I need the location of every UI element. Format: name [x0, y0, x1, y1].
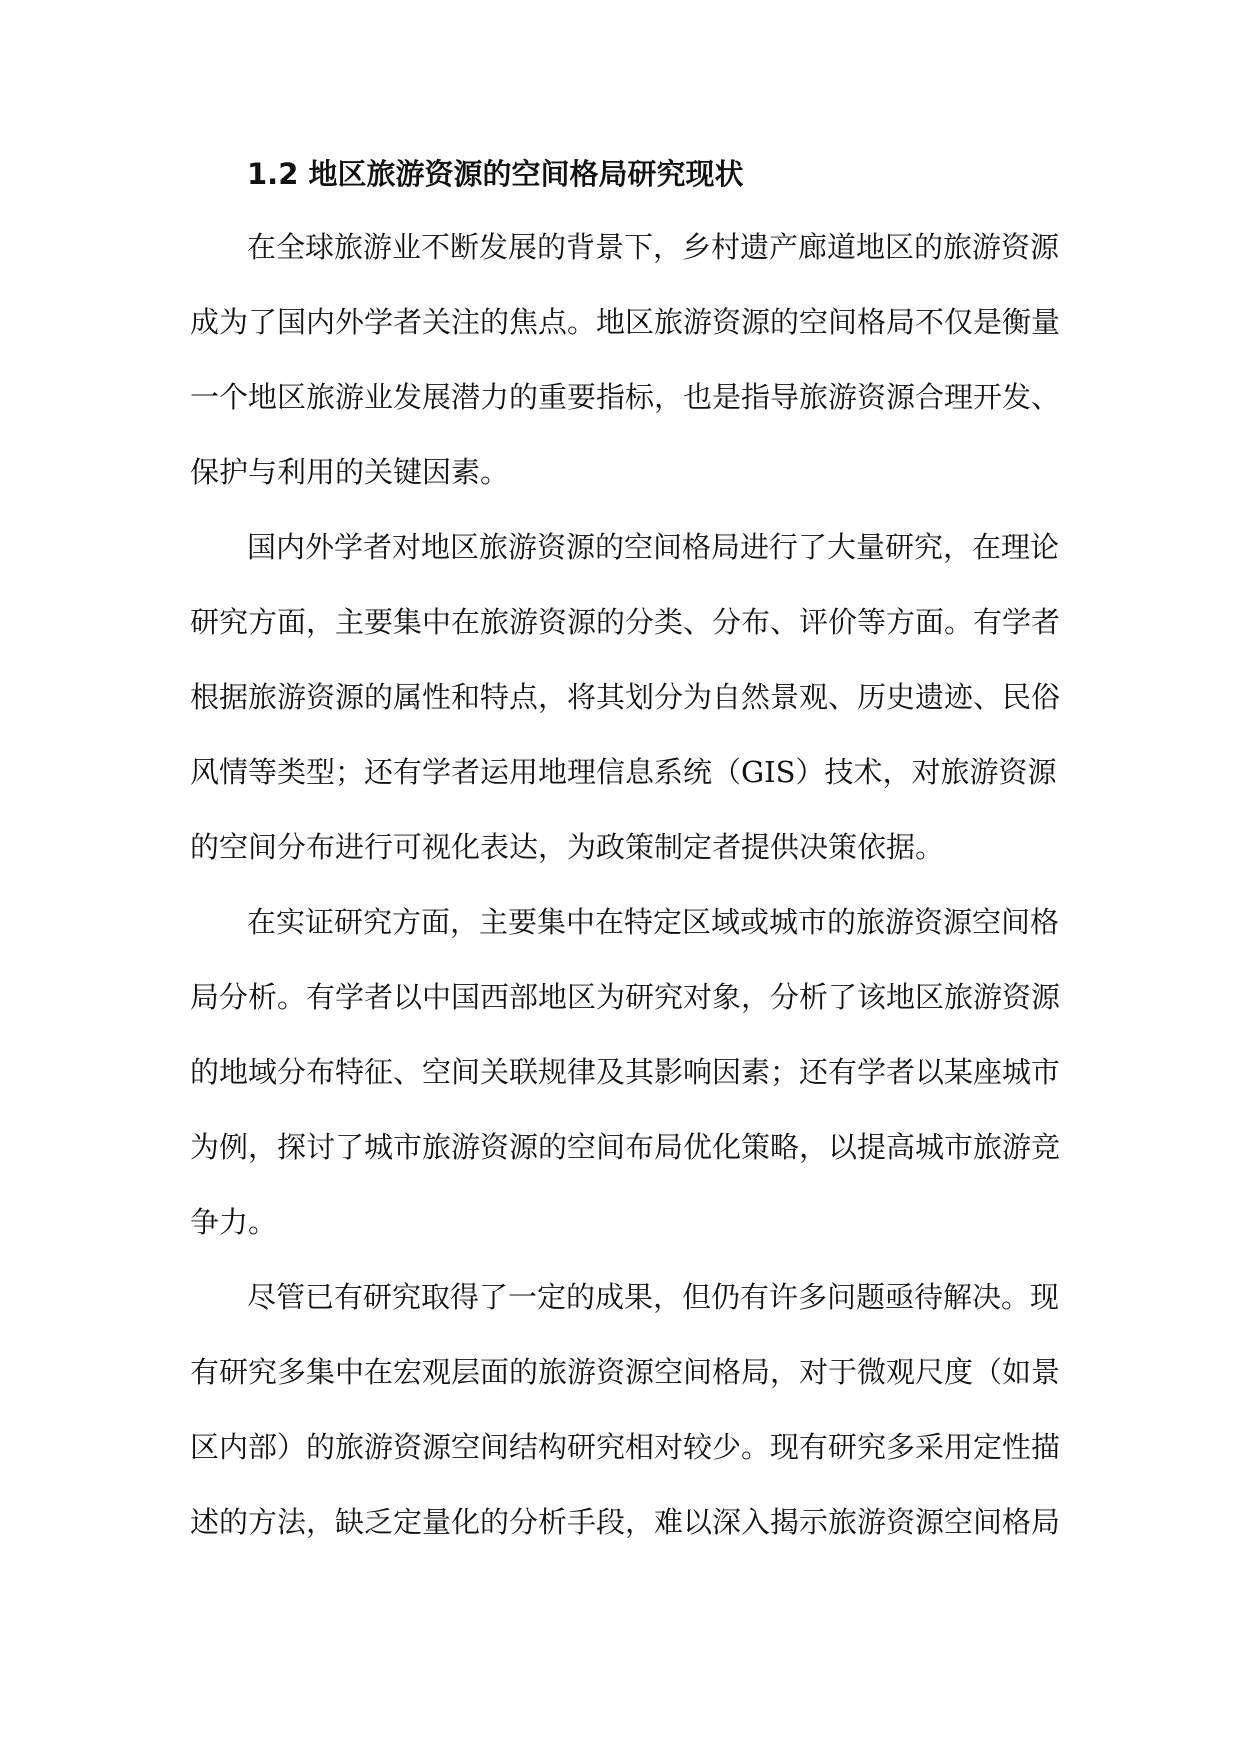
paragraph-line: 在全球旅游业不断发展的背景下，乡村遗产廊道地区的旅游资源: [247, 230, 1060, 264]
paragraph-line: 争力。: [190, 1205, 278, 1239]
paragraph-line: 述的方法，缺乏定量化的分析手段，难以深入揭示旅游资源空间格局: [190, 1505, 1061, 1539]
paragraph-1: [190, 210, 1060, 510]
paragraph-line: 一个地区旅游业发展潜力的重要指标，也是指导旅游资源合理开发、: [190, 380, 1061, 414]
paragraph-line: 的空间分布进行可视化表达，为政策制定者提供决策依据。: [190, 830, 945, 864]
paragraph-line: 的地域分布特征、空间关联规律及其影响因素；还有学者以某座城市: [190, 1055, 1061, 1089]
paragraph-line: 有研究多集中在宏观层面的旅游资源空间格局，对于微观尺度（如景: [190, 1355, 1061, 1389]
paragraph-line: 区内部）的旅游资源空间结构研究相对较少。现有研究多采用定性描: [190, 1430, 1061, 1464]
paragraph-line: 国内外学者对地区旅游资源的空间格局进行了大量研究，在理论: [247, 530, 1060, 564]
paragraph-line: 风情等类型；还有学者运用地理信息系统（GIS）技术，对旅游资源: [190, 755, 1057, 789]
paragraph-3: [190, 885, 1060, 1260]
paragraph-line: 根据旅游资源的属性和特点，将其划分为自然景观、历史遗迹、民俗: [190, 680, 1061, 714]
paragraph-line: 尽管已有研究取得了一定的成果，但仍有许多问题亟待解决。现: [247, 1280, 1060, 1314]
paragraph-line: 研究方面，主要集中在旅游资源的分类、分布、评价等方面。有学者: [190, 605, 1061, 639]
paragraph-line: 局分析。有学者以中国西部地区为研究对象，分析了该地区旅游资源: [190, 980, 1061, 1014]
section-heading: 1.2 地区旅游资源的空间格局研究现状: [247, 157, 744, 191]
paragraph-line: 为例，探讨了城市旅游资源的空间布局优化策略，以提高城市旅游竞: [190, 1130, 1061, 1164]
paragraph-4: [190, 1260, 1060, 1560]
paragraph-line: 成为了国内外学者关注的焦点。地区旅游资源的空间格局不仅是衡量: [190, 305, 1061, 339]
paragraph-line: 保护与利用的关键因素。: [190, 455, 510, 489]
paragraph-2: [190, 510, 1060, 885]
paragraph-line: 在实证研究方面，主要集中在特定区域或城市的旅游资源空间格: [247, 905, 1060, 939]
